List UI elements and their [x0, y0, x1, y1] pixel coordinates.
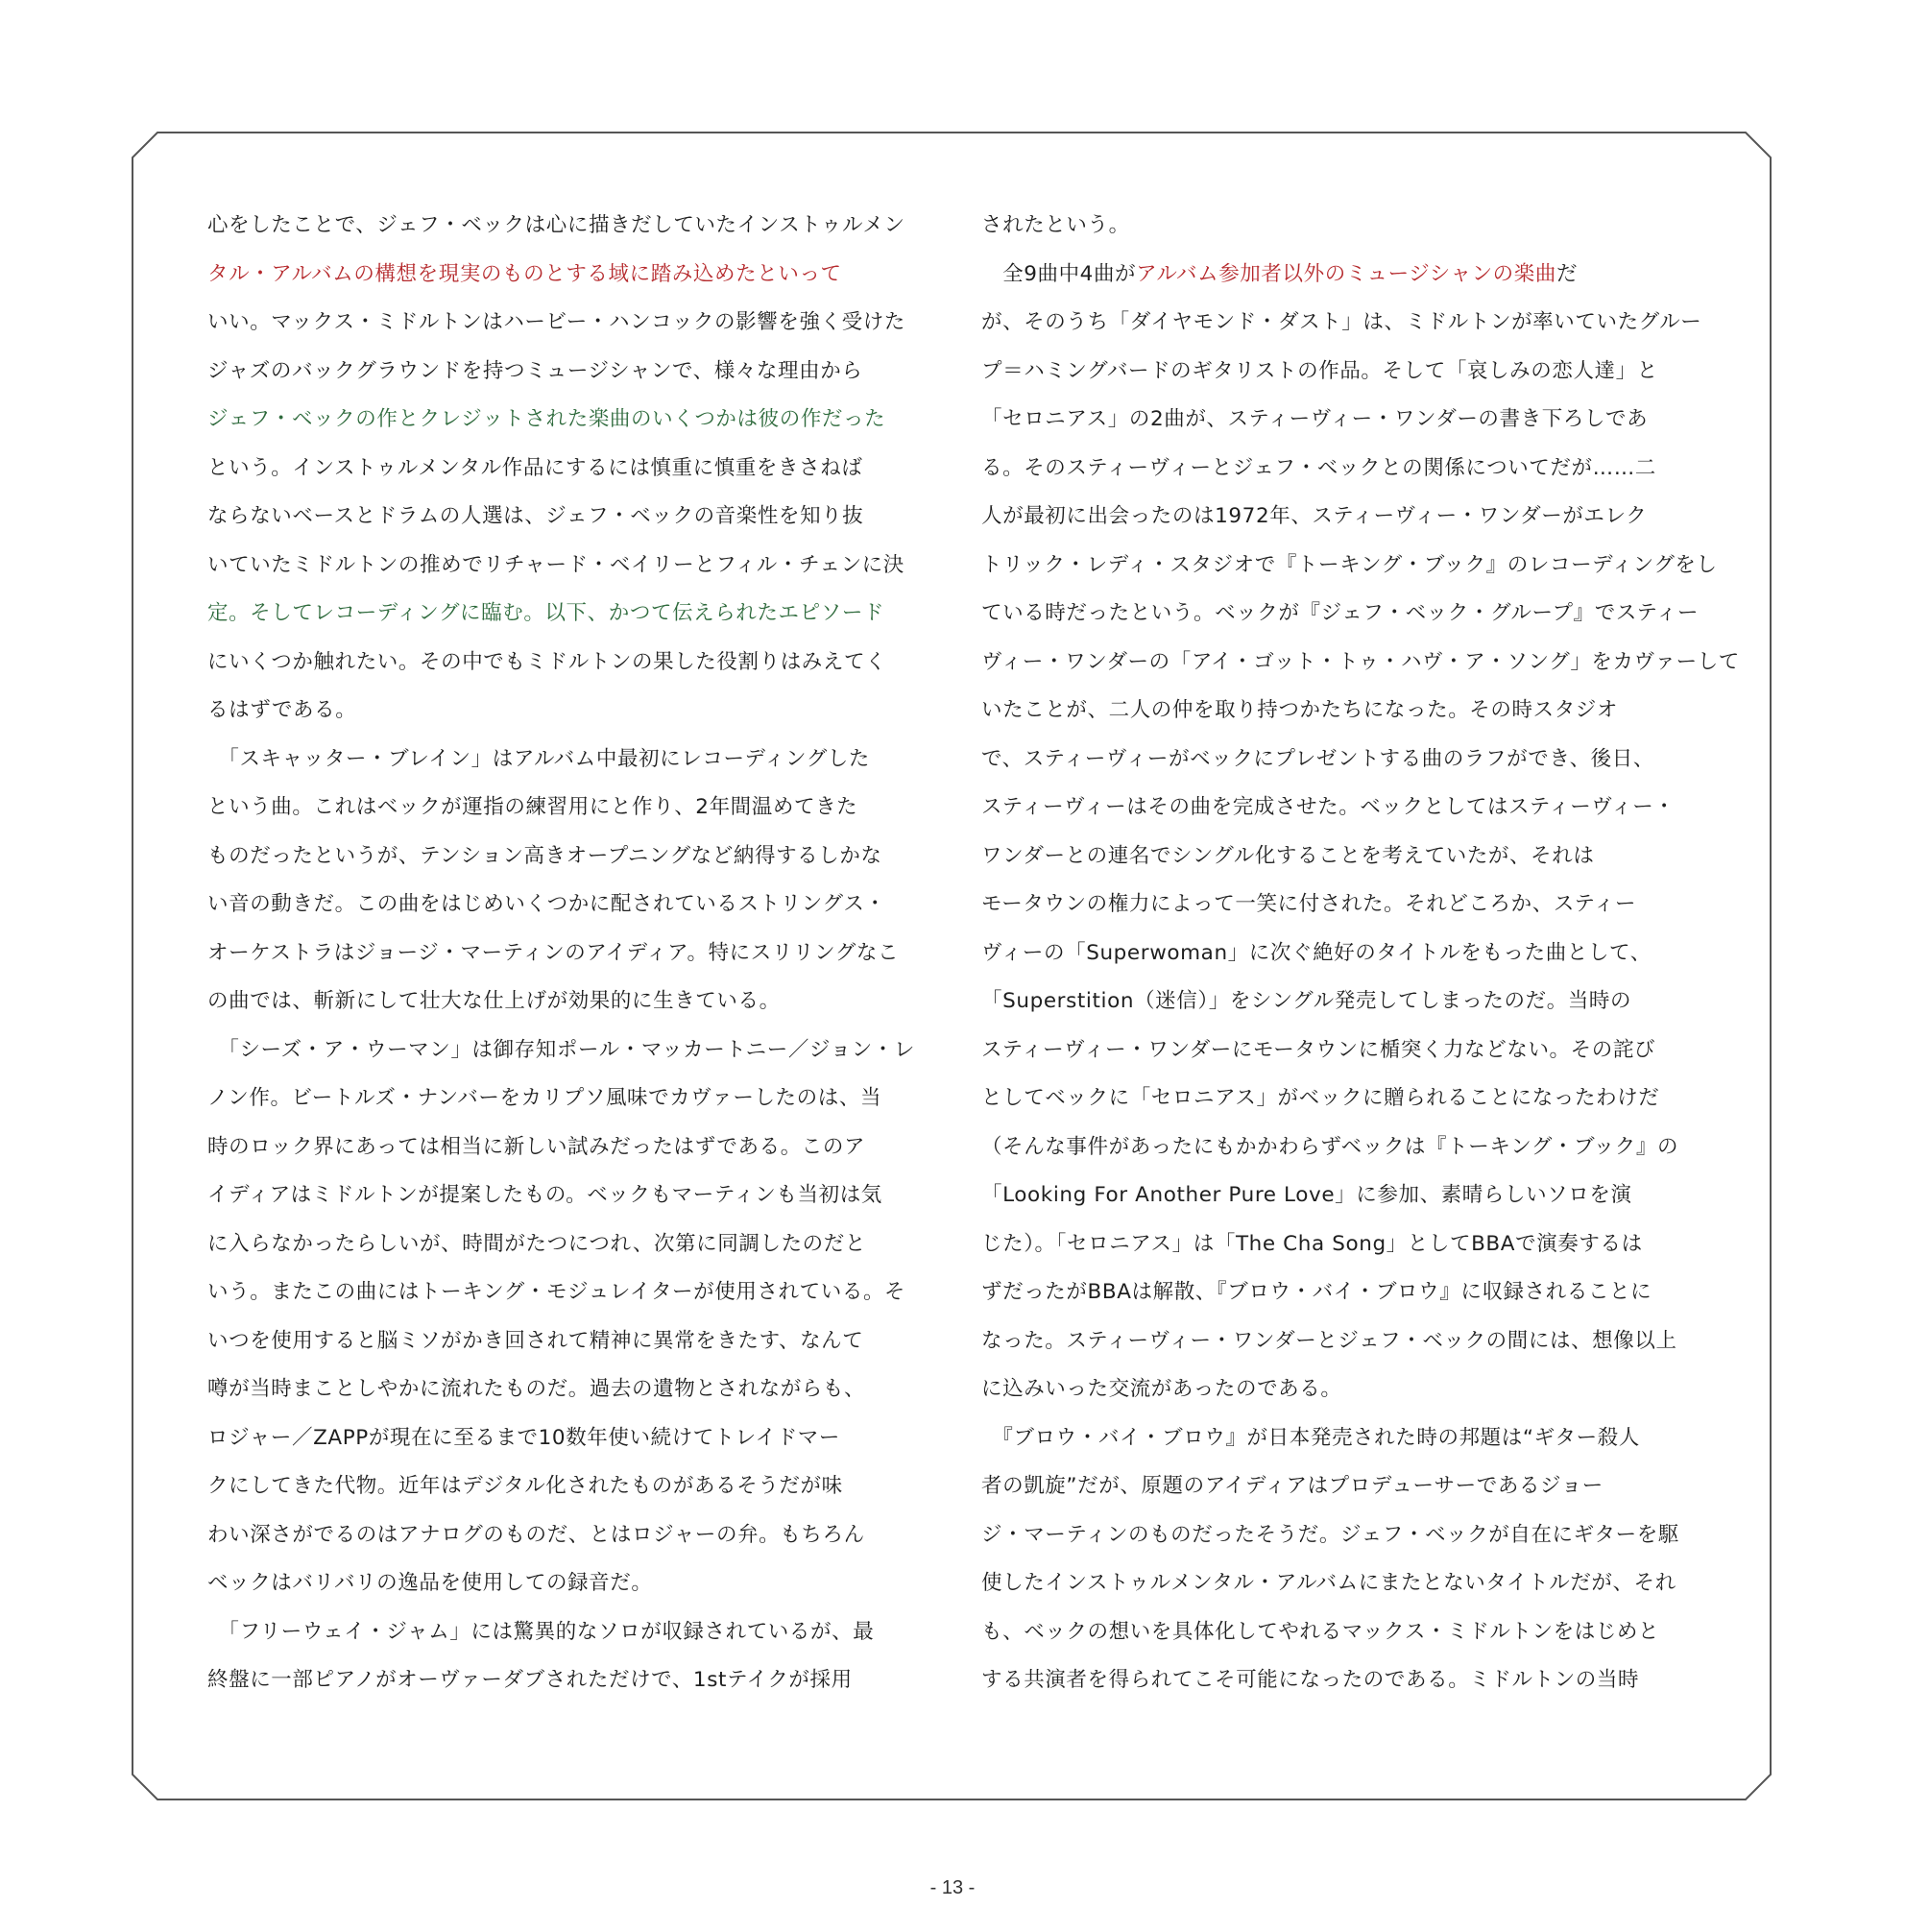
text-line [207, 445, 906, 494]
text-line [981, 1511, 1680, 1560]
text-line [207, 1559, 906, 1608]
text-line [207, 881, 906, 930]
text-run: ヴィーの「Superwoman」に次ぐ絶好のタイトルをもった曲として、 [981, 940, 1652, 965]
text-run: ワンダーとの連名でシングル化することを考えていたが、それは [981, 843, 1595, 868]
text-line [207, 590, 906, 639]
text-line [207, 1123, 906, 1172]
text-line [981, 1317, 1680, 1366]
text-run: クにしてきた代物。近年はデジタル化されたものがあるそうだが味 [207, 1474, 843, 1498]
text-line [981, 1268, 1680, 1317]
text-line [981, 1075, 1680, 1123]
text-line [981, 590, 1700, 639]
text-run: にいくつか触れたい。その中でもミドルトンの果した役割りはみえてく [207, 649, 887, 674]
article-right-column [981, 202, 1740, 1705]
text-run: いう。またこの曲にはトーキング・モジュレイターが使用されている。そ [207, 1280, 906, 1304]
text-line [981, 251, 1680, 300]
page-number: - 13 - [929, 1877, 976, 1898]
text-run: ジ・マーティンのものだったそうだ。ジェフ・ベックが自在にギターを駆 [981, 1522, 1679, 1547]
text-run: る。そのスティーヴィーとジェフ・ベックとの関係についてだが……二 [981, 455, 1656, 480]
text-run: トリック・レディ・スタジオで『トーキング・ブック』のレコーディングをし [981, 552, 1718, 577]
text-line [207, 1075, 906, 1123]
text-run: としてベックに「セロニアス」がベックに贈られることになったわけだ [981, 1086, 1660, 1110]
text-run: 使したインストゥルメンタル・アルバムにまたとないタイトルだが、それ [981, 1571, 1676, 1595]
text-line [207, 1365, 906, 1414]
text-line [207, 1656, 906, 1705]
text-run: 定。そしてレコーディングに臨む。以下、かつて伝えられたエピソード [207, 601, 885, 625]
text-line [207, 299, 906, 348]
text-line [207, 396, 906, 445]
text-run: だ [1555, 261, 1579, 286]
text-line [207, 784, 906, 833]
text-run: ヴィー・ワンダーの「アイ・ゴット・トゥ・ハヴ・ア・ソング」をカヴァーして [981, 649, 1740, 674]
text-run: （そんな事件があったにもかかわらずベックは『トーキング・ブック』の [981, 1134, 1679, 1159]
text-run: ロジャー／ZAPPが現在に至るまで10数年使い続けてトレイドマー [207, 1425, 840, 1450]
text-line [981, 1414, 1680, 1463]
text-line [207, 1268, 906, 1317]
text-line [207, 1317, 906, 1366]
text-run: いたことが、二人の仲を取り持つかたちになった。その時スタジオ [981, 698, 1619, 722]
text-line [207, 1220, 906, 1269]
text-line [981, 881, 1680, 930]
text-line [981, 1608, 1680, 1657]
text-run: 「スキャッター・ブレイン」はアルバム中最初にレコーディングした [207, 746, 871, 771]
text-line [981, 202, 1680, 251]
text-run: アルバム参加者以外のミュージシャンの楽曲 [1136, 261, 1556, 286]
text-run: ずだったがBBAは解散、『ブロウ・バイ・ブロウ』に収録されることに [981, 1280, 1652, 1304]
text-run: 人が最初に出会ったのは1972年、スティーヴィー・ワンダーがエレク [981, 504, 1648, 528]
text-line [207, 542, 906, 591]
text-run: いていたミドルトンの推めでリチャード・ベイリーとフィル・チェンに決 [207, 552, 904, 577]
text-line [981, 348, 1680, 397]
text-run: オーケストラはジョージ・マーティンのアイディア。特にスリリングなこ [207, 940, 900, 965]
text-run: という曲。これはベックが運指の練習用にと作り、2年間温めてきた [207, 795, 858, 819]
text-run: 心をしたことで、ジェフ・ベックは心に描きだしていたインストゥルメン [207, 213, 905, 237]
text-run: いい。マックス・ミドルトンはハービー・ハンコックの影響を強く受けた [207, 310, 905, 334]
text-run: に入らなかったらしいが、時間がたつにつれ、次第に同調したのだと [207, 1231, 866, 1256]
text-line [981, 299, 1702, 348]
text-run: じた）。「セロニアス」は「The Cha Song」としてBBAで演奏するは [981, 1231, 1643, 1256]
text-line [981, 1220, 1680, 1269]
text-line [981, 833, 1680, 881]
text-run: ベックはバリバリの逸品を使用しての録音だ。 [207, 1571, 653, 1595]
text-line [207, 1608, 906, 1657]
text-line [981, 493, 1680, 542]
text-run: イディアはミドルトンが提案したもの。ベックもマーティンも当初は気 [207, 1183, 882, 1207]
text-run: ジェフ・ベックの作とクレジットされた楽曲のいくつかは彼の作だった [207, 407, 886, 431]
text-run: スティーヴィー・ワンダーにモータウンに楯突く力などない。その詫び [981, 1037, 1656, 1062]
text-line [981, 1026, 1680, 1075]
text-line [207, 251, 906, 300]
text-line [981, 930, 1680, 978]
text-line [207, 1462, 906, 1511]
text-run: 「フリーウェイ・ジャム」には驚異的なソロが収録されているが、最 [207, 1619, 875, 1644]
text-line [207, 687, 906, 736]
text-line [207, 978, 906, 1026]
text-run: モータウンの権力によって一笑に付された。それどころか、スティー [981, 892, 1637, 916]
text-run: わい深さがでるのはアナログのものだ、とはロジャーの弁。もちろん [207, 1522, 865, 1547]
text-run: という。インストゥルメンタル作品にするには慎重に慎重をきさねば [207, 455, 863, 480]
text-run: 「Superstition（迷信）」をシングル発売してしまったのだ。当時の [981, 989, 1632, 1013]
text-run: ノン作。ビートルズ・ナンバーをカリプソ風味でカヴァーしたのは、当 [207, 1086, 882, 1110]
text-line [981, 1462, 1680, 1511]
text-run: 時のロック界にあっては相当に新しい試みだったはずである。このア [207, 1134, 866, 1159]
text-line [981, 736, 1680, 785]
text-run: 終盤に一部ピアノがオーヴァーダブされただけで、1stテイクが採用 [207, 1668, 853, 1692]
text-line [981, 445, 1680, 494]
text-run: に込みいった交流があったのである。 [981, 1377, 1342, 1401]
text-line [207, 736, 906, 785]
text-run: 「Looking For Another Pure Love」に参加、素晴らしいソロを演 [981, 1183, 1632, 1207]
text-line [981, 784, 1680, 833]
text-line [981, 1559, 1680, 1608]
text-run: する共演者を得られてこそ可能になったのである。ミドルトンの当時 [981, 1668, 1640, 1692]
text-line [981, 1365, 1680, 1414]
text-line [981, 978, 1680, 1026]
text-line [207, 833, 906, 881]
text-line [981, 542, 1718, 591]
text-run: 全9曲中4曲が [981, 261, 1137, 286]
text-line [981, 1656, 1680, 1705]
text-run: で、スティーヴィーがベックにプレゼントする曲のラフができ、後日、 [981, 746, 1654, 771]
text-run: るはずである。 [207, 698, 357, 722]
text-run: 噂が当時まことしやかに流れたものだ。過去の遺物とされながらも、 [207, 1377, 866, 1401]
text-line [981, 687, 1680, 736]
text-line [207, 639, 906, 688]
text-run: タル・アルバムの構想を現実のものとする域に踏み込めたといって [207, 261, 842, 286]
text-line [207, 1414, 906, 1463]
text-run: プ＝ハミングバードのギタリストの作品。そして「哀しみの恋人達」と [981, 358, 1658, 383]
text-line [207, 493, 906, 542]
text-line [981, 1123, 1680, 1172]
text-run: ジャズのバックグラウンドを持つミュージシャンで、様々な理由から [207, 358, 863, 383]
article-left-column [207, 202, 915, 1705]
text-run: 「セロニアス」の2曲が、スティーヴィー・ワンダーの書き下ろしであ [981, 407, 1649, 431]
text-line [207, 1511, 906, 1560]
text-run: 『ブロウ・バイ・ブロウ』が日本発売された時の邦題は“ギター殺人 [981, 1425, 1640, 1450]
text-run: ている時だったという。ベックが『ジェフ・ベック・グループ』でスティー [981, 601, 1700, 625]
text-line [207, 202, 906, 251]
text-run: ものだったというが、テンション高きオープニングなど納得するしかな [207, 843, 882, 868]
text-run: スティーヴィーはその曲を完成させた。ベックとしてはスティーヴィー・ [981, 795, 1676, 819]
text-run: 「シーズ・ア・ウーマン」は御存知ポール・マッカートニー／ジョン・レ [207, 1037, 915, 1062]
text-line [981, 396, 1680, 445]
text-run: なった。スティーヴィー・ワンダーとジェフ・ベックの間には、想像以上 [981, 1328, 1677, 1353]
text-line [207, 1171, 906, 1220]
text-run: の曲では、斬新にして壮大な仕上げが効果的に生きている。 [207, 989, 781, 1013]
text-run: が、そのうち「ダイヤモンド・ダスト」は、ミドルトンが率いていたグルー [981, 310, 1702, 334]
text-run: ならないベースとドラムの人選は、ジェフ・ベックの音楽性を知り抜 [207, 504, 864, 528]
text-run: いつを使用すると脳ミソがかき回されて精神に異常をきたす、なんて [207, 1328, 864, 1353]
text-line [207, 930, 906, 978]
text-run: 者の凱旋”だが、原題のアイディアはプロデューサーであるジョー [981, 1474, 1604, 1498]
text-line [207, 348, 906, 397]
text-run: も、ベックの想いを具体化してやれるマックス・ミドルトンをはじめと [981, 1619, 1660, 1644]
text-line [981, 639, 1740, 688]
text-line [981, 1171, 1680, 1220]
text-run: されたという。 [981, 213, 1130, 237]
text-line [207, 1026, 915, 1075]
text-run: い音の動きだ。この曲をはじめいくつかに配されているストリングス・ [207, 892, 886, 916]
